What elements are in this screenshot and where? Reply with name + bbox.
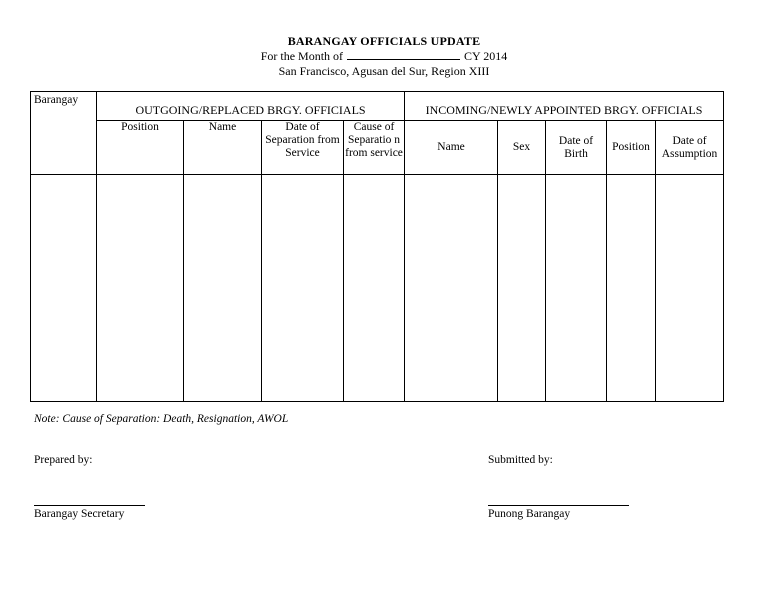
outgoing-name-cell[interactable] <box>184 175 262 402</box>
submitted-by-label: Submitted by: <box>488 454 553 466</box>
table-row <box>31 175 724 402</box>
date-of-birth-cell[interactable] <box>546 175 607 402</box>
prepared-by-role: Barangay Secretary <box>34 508 125 520</box>
incoming-officials-header: INCOMING/NEWLY APPOINTED BRGY. OFFICIALS <box>405 92 724 121</box>
separation-note: Note: Cause of Separation: Death, Resignation, AWOL <box>34 413 289 425</box>
col-date-of-assumption: Date of Assumption <box>656 121 724 175</box>
prepared-by-label: Prepared by: <box>34 454 93 466</box>
barangay-entry-cell[interactable] <box>31 175 97 402</box>
incoming-position-cell[interactable] <box>607 175 656 402</box>
col-incoming-position: Position <box>607 121 656 175</box>
col-outgoing-position: Position <box>97 121 184 175</box>
cause-of-separation-cell[interactable] <box>344 175 405 402</box>
month-suffix: CY 2014 <box>464 49 508 63</box>
month-line <box>0 48 768 64</box>
date-of-assumption-cell[interactable] <box>656 175 724 402</box>
col-outgoing-name: Name <box>184 121 262 175</box>
submitted-by-signature-line[interactable] <box>488 505 629 506</box>
outgoing-position-cell[interactable] <box>97 175 184 402</box>
month-blank-field[interactable] <box>347 48 460 60</box>
col-date-of-birth: Date of Birth <box>546 121 607 175</box>
officials-update-table <box>30 91 724 402</box>
date-of-separation-cell[interactable] <box>262 175 344 402</box>
col-date-of-separation: Date of Separation from Service <box>262 121 344 175</box>
barangay-label: Barangay <box>34 94 79 106</box>
submitted-by-role: Punong Barangay <box>488 508 571 520</box>
col-incoming-name: Name <box>405 121 498 175</box>
prepared-by-signature-line[interactable] <box>34 505 145 506</box>
form-title: BARANGAY OFFICIALS UPDATE <box>287 34 481 48</box>
sex-cell[interactable] <box>498 175 546 402</box>
incoming-name-cell[interactable] <box>405 175 498 402</box>
barangay-header-cell <box>31 92 97 175</box>
outgoing-officials-header: OUTGOING/REPLACED BRGY. OFFICIALS <box>97 92 405 121</box>
col-sex: Sex <box>498 121 546 175</box>
col-cause-of-separation: Cause of Separatio n from service <box>344 121 405 175</box>
location-line: San Francisco, Agusan del Sur, Region XIII <box>278 64 490 78</box>
month-prefix: For the Month of <box>260 49 344 63</box>
